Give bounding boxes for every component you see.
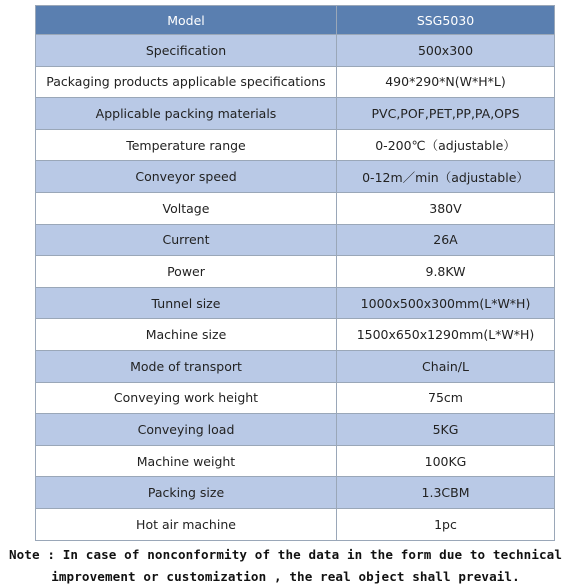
row-value: 0-12m／min（adjustable） — [337, 161, 555, 193]
table-row — [36, 66, 555, 98]
row-label: Packaging products applicable specifications — [36, 66, 337, 98]
row-label: Machine size — [36, 319, 337, 351]
row-label: Current — [36, 224, 337, 256]
header-label: Model — [36, 6, 337, 35]
disclaimer-note — [0, 544, 571, 588]
row-value: 490*290*N(W*H*L) — [337, 66, 555, 98]
table-row — [36, 414, 555, 446]
table-row — [36, 508, 555, 540]
row-value: 9.8KW — [337, 256, 555, 288]
row-label: Voltage — [36, 192, 337, 224]
table-row — [36, 382, 555, 414]
note-line-2: improvement or customization , the real object shall prevail. — [51, 569, 520, 584]
row-value: 75cm — [337, 382, 555, 414]
table-row — [36, 350, 555, 382]
spec-table — [35, 5, 555, 541]
header-value: SSG5030 — [337, 6, 555, 35]
row-value: 1pc — [337, 508, 555, 540]
table-row — [36, 35, 555, 67]
table-row — [36, 129, 555, 161]
row-label: Packing size — [36, 477, 337, 509]
row-label: Applicable packing materials — [36, 98, 337, 130]
row-label: Machine weight — [36, 445, 337, 477]
table-row — [36, 224, 555, 256]
table-row — [36, 287, 555, 319]
table-row — [36, 192, 555, 224]
row-label: Temperature range — [36, 129, 337, 161]
note-line-1: Note : In case of nonconformity of the data in the form due to technical — [8, 547, 563, 562]
row-value: 500x300 — [337, 35, 555, 67]
row-value: 380V — [337, 192, 555, 224]
row-value: Chain/L — [337, 350, 555, 382]
row-value: 1.3CBM — [337, 477, 555, 509]
table-row — [36, 98, 555, 130]
row-value: 26A — [337, 224, 555, 256]
table-row — [36, 161, 555, 193]
table-row — [36, 477, 555, 509]
row-value: 100KG — [337, 445, 555, 477]
table-header-row — [36, 6, 555, 35]
row-value: 0-200℃（adjustable） — [337, 129, 555, 161]
table-row — [36, 445, 555, 477]
row-label: Hot air machine — [36, 508, 337, 540]
row-label: Conveying load — [36, 414, 337, 446]
row-label: Mode of transport — [36, 350, 337, 382]
row-value: 1000x500x300mm(L*W*H) — [337, 287, 555, 319]
row-label: Tunnel size — [36, 287, 337, 319]
table-row — [36, 319, 555, 351]
table-row — [36, 256, 555, 288]
row-value: PVC,POF,PET,PP,PA,OPS — [337, 98, 555, 130]
row-value: 1500x650x1290mm(L*W*H) — [337, 319, 555, 351]
row-label: Specification — [36, 35, 337, 67]
row-value: 5KG — [337, 414, 555, 446]
row-label: Conveyor speed — [36, 161, 337, 193]
row-label: Conveying work height — [36, 382, 337, 414]
row-label: Power — [36, 256, 337, 288]
